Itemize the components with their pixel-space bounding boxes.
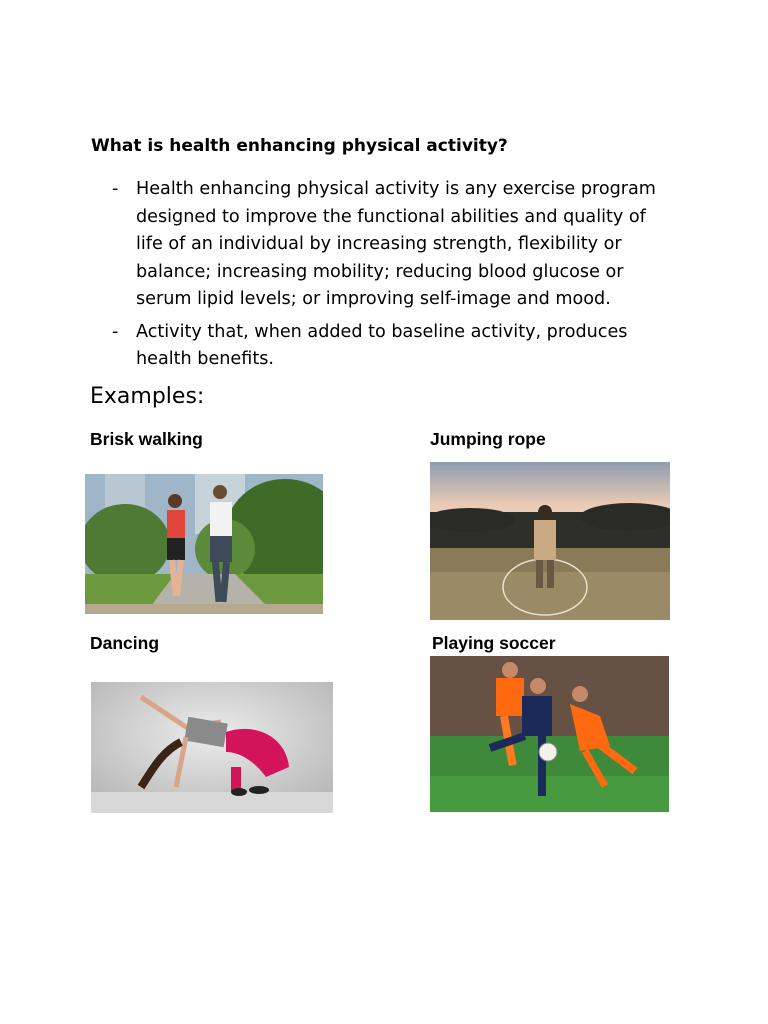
bullet-text: Activity that, when added to baseline activity, produces health benefits.	[136, 321, 628, 369]
definition-list	[112, 176, 672, 379]
bullet-text: Health enhancing physical activity is any exercise program designed to improve the functional abilities and quality of life of an individual by increasing strength, flexibility or balance; increasing mobility; reducing blood glucose or serum lipid levels; or improving self-image and mood.	[136, 179, 656, 309]
page-heading: What is health enhancing physical activity?	[91, 136, 508, 156]
list-item	[112, 319, 672, 374]
brisk-walking-label: Brisk walking	[90, 429, 203, 449]
bullet-dash: -	[112, 321, 119, 342]
brisk-walking-photo	[85, 474, 323, 614]
playing-soccer-photo	[430, 656, 669, 812]
jumping-rope-photo	[430, 462, 670, 620]
jumping-rope-label: Jumping rope	[430, 429, 546, 449]
bullet-dash: -	[112, 179, 119, 199]
examples-heading: Examples:	[90, 384, 205, 409]
playing-soccer-label: Playing soccer	[432, 633, 556, 653]
dancing-label: Dancing	[90, 633, 160, 653]
list-item	[112, 176, 672, 314]
dancing-photo	[91, 682, 333, 813]
